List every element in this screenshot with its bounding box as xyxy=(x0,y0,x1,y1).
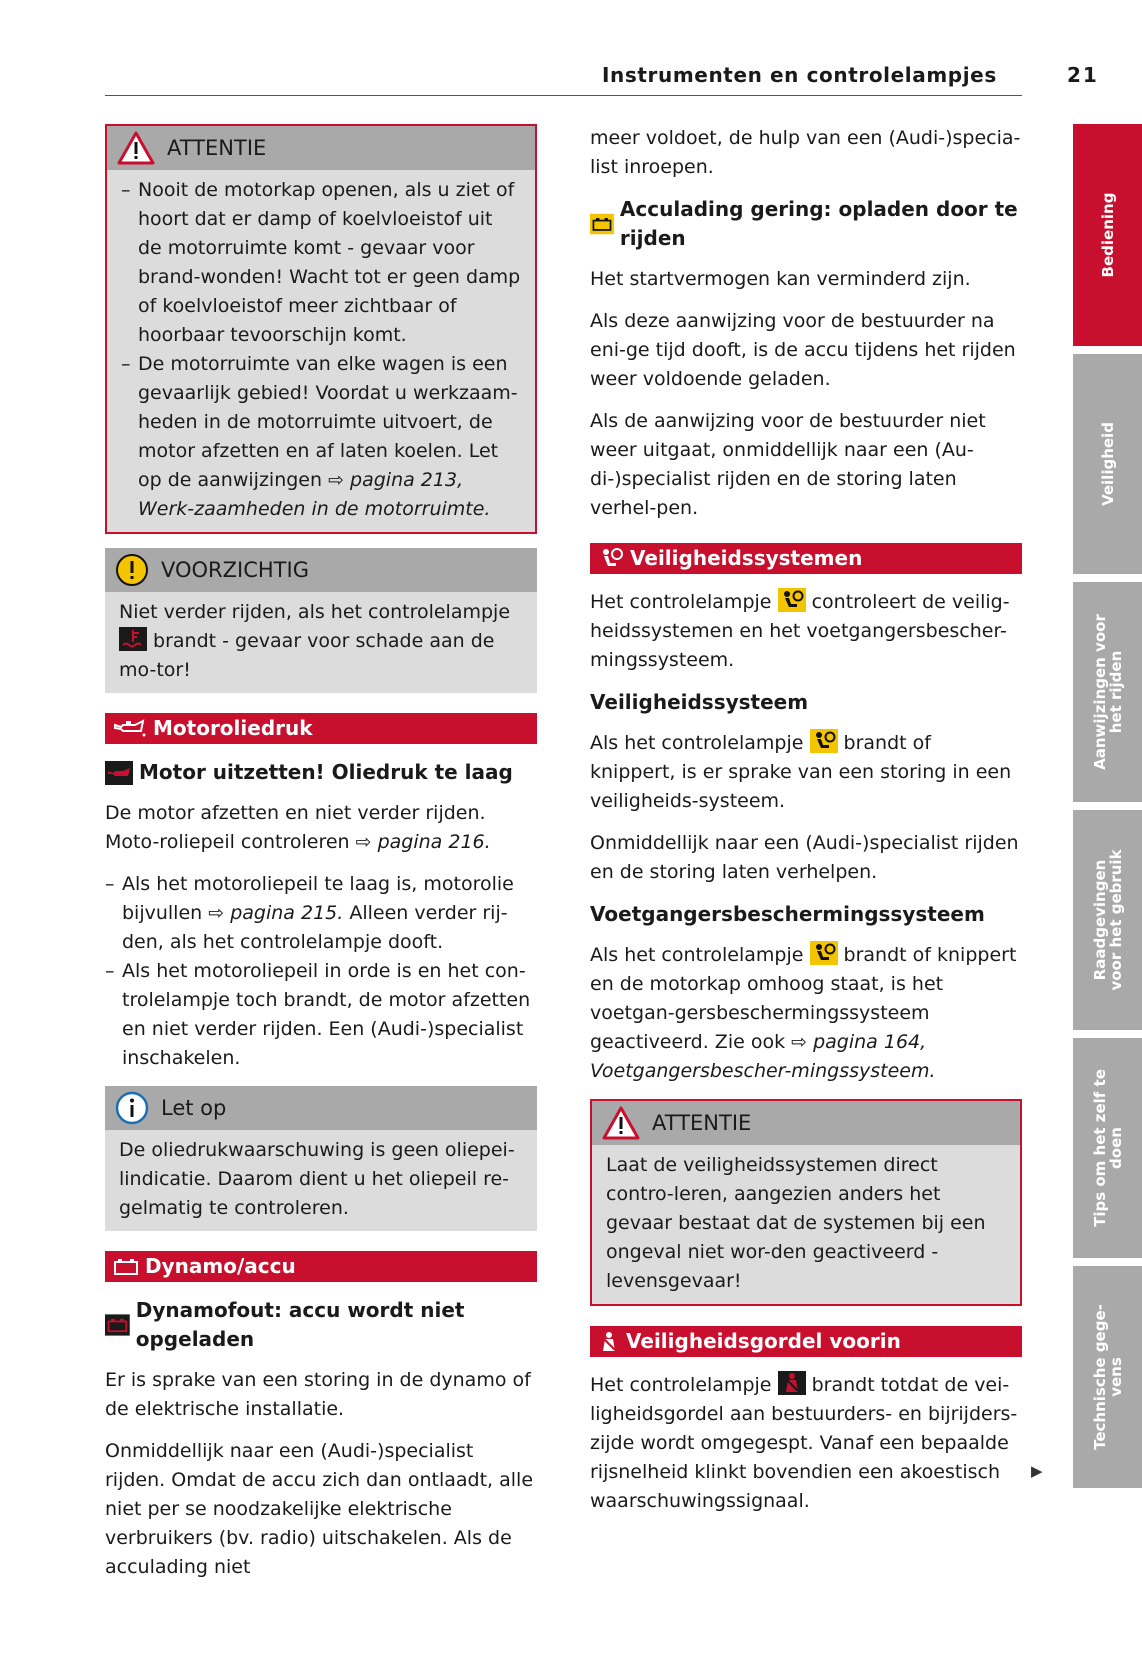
dynamo-paragraph-1: Er is sprake van een storing in de dynamo of de elektrische installatie. xyxy=(105,1369,531,1420)
page-reference-link[interactable]: ⇨ pagina 215. xyxy=(208,902,344,924)
section-banner-veiligheidssystemen: Veiligheidssystemen xyxy=(590,543,1022,574)
dynamo-paragraph-2: Onmiddellijk naar een (Audi-)specialist rijden. Omdat de accu zich dan ontlaadt, alle niet per se noodzakelijke elektrische verbruikers (bv. radio) uitschakelen. Als de acculading niet xyxy=(105,1440,534,1578)
oil-instruction-1: – Als het motoroliepeil te laag is, motorolie bijvullen ⇨ pagina 215. Alleen verder rij-den, als het controlelampje dooft. xyxy=(105,870,537,957)
warning-triangle-icon xyxy=(117,131,155,165)
oil-warning-heading: Motor uitzetten! Oliedruk te laag xyxy=(105,758,537,787)
page-reference-link[interactable]: ⇨ pagina 164, Voetgangersbescher-mingssysteem. xyxy=(590,1031,936,1082)
safety-paragraph-2: Als het controlelampje brandt of knippert, is er sprake van een storing in een veiligheids-systeem. xyxy=(590,729,1022,816)
warning-title: ATTENTIE xyxy=(652,1110,752,1135)
caution-text-b: brandt - gevaar voor schade aan de mo-tor! xyxy=(119,630,495,681)
section-banner-motoroliedruk: Motoroliedruk xyxy=(105,713,537,744)
note-box xyxy=(105,1086,537,1231)
airbag-lamp-icon xyxy=(778,588,806,612)
voetgangers-heading: Voetgangersbeschermingssysteem xyxy=(590,902,985,926)
note-text: De oliedrukwaarschuwing is geen oliepei-lindicatie. Daarom dient u het oliepeil re-gelmatig te controleren. xyxy=(119,1139,515,1219)
tab-technische-gegevens[interactable]: Technische gege- vens xyxy=(1073,1266,1142,1488)
section-banner-dynamo: Dynamo/accu xyxy=(105,1251,537,1282)
caution-text-a: Niet verder rijden, als het controlelampje xyxy=(119,601,511,623)
oil-instruction-2: – Als het motoroliepeil in orde is en het con-trolelampje toch brandt, de motor afzetten en niet verder rijden. Een (Audi-)specialist inschakelen. xyxy=(105,957,537,1073)
tab-aanwijzingen[interactable]: Aanwijzingen voor het rijden xyxy=(1073,582,1142,802)
right-column xyxy=(590,124,1022,1529)
airbag-lamp-icon xyxy=(810,941,838,965)
tab-veiligheid[interactable]: Veiligheid xyxy=(1073,354,1142,574)
oil-paragraph-1: De motor afzetten en niet verder rijden. Moto-roliepeil controleren ⇨ pagina 216. xyxy=(105,802,491,853)
note-title: Let op xyxy=(161,1095,227,1120)
tab-tips[interactable]: Tips om het zelf te doen xyxy=(1073,1038,1142,1258)
left-column xyxy=(105,124,537,1595)
continued-paragraph: meer voldoet, de hulp van een (Audi-)specia-list inroepen. xyxy=(590,127,1021,178)
safety-paragraph-1: Het controlelampje controleert de veilig-heidssystemen en het voetgangersbescher-mingssysteem. xyxy=(590,588,1022,675)
header-divider xyxy=(105,95,1022,96)
veiligheidssysteem-heading: Veiligheidssysteem xyxy=(590,690,809,714)
belt-paragraph: Het controlelampje brandt totdat de vei-ligheidsgordel aan bestuurders- en bijrijders-zijde wordt omgegespt. Vanaf een bepaalde rijsnelheid klinkt bovendien een akoestisch waarschuwingssignaal. xyxy=(590,1371,1022,1516)
acculading-heading: Acculading gering: opladen door te rijden xyxy=(590,195,1022,253)
warning-triangle-icon xyxy=(602,1106,640,1140)
warning-box xyxy=(590,1099,1022,1306)
acc-paragraph-2: Als deze aanwijzing voor de bestuurder na eni-ge tijd dooft, is de accu tijdens het rijden weer voldoende geladen. xyxy=(590,310,1016,390)
warning-title: ATTENTIE xyxy=(167,135,267,160)
page-number: 21 xyxy=(1067,63,1099,87)
warning-item-2: – De motorruimte van elke wagen is een gevaarlijk gebied! Voordat u werkzaam-heden in de motorruimte uitvoert, de motor afzetten en af laten koelen. Let op de aanwijzingen ⇨ pagina 213, Werk-zaamheden in de motorruimte. xyxy=(121,350,521,524)
warning-box xyxy=(105,124,537,534)
info-icon xyxy=(115,1091,149,1125)
caution-box-header xyxy=(105,548,537,592)
note-box-header xyxy=(105,1086,537,1130)
tab-raadgevingen[interactable]: Raadgevingen voor het gebruik xyxy=(1073,810,1142,1030)
airbag-icon xyxy=(598,548,624,570)
section-banner-veiligheidsgordel: Veiligheidsgordel voorin xyxy=(590,1326,1022,1357)
caution-exclamation-icon xyxy=(115,553,149,587)
caution-box xyxy=(105,548,537,693)
caution-title: VOORZICHTIG xyxy=(161,557,309,582)
battery-lamp-yellow-icon xyxy=(590,212,614,236)
continue-arrow-icon: ▶ xyxy=(1031,1462,1043,1480)
warning-text: Laat de veiligheidssystemen direct contro-leren, aangezien anders het gevaar bestaat dat de systemen bij een ongeval niet wor-den geactiveerd - levensgevaar! xyxy=(606,1154,986,1292)
battery-lamp-icon xyxy=(105,1313,130,1337)
oil-can-icon xyxy=(113,719,147,739)
acc-paragraph-3: Als de aanwijzing voor de bestuurder niet weer uitgaat, onmiddellijk naar een (Au-di-)specialist rijden en de storing laten verhel-pen. xyxy=(590,410,986,519)
page-reference-link[interactable]: ⇨ pagina 213, Werk-zaamheden in de motorruimte. xyxy=(138,469,491,520)
page-header-title: Instrumenten en controlelampjes xyxy=(602,63,997,87)
oil-lamp-icon xyxy=(105,761,133,785)
battery-icon xyxy=(113,1258,139,1276)
oil-instructions xyxy=(105,870,537,1073)
warning-box-header xyxy=(107,126,535,170)
airbag-lamp-icon xyxy=(810,729,838,753)
seatbelt-icon xyxy=(598,1331,620,1353)
page-reference-link[interactable]: ⇨ pagina 216. xyxy=(355,831,491,853)
safety-paragraph-3: Onmiddellijk naar een (Audi-)specialist rijden en de storing laten verhelpen. xyxy=(590,832,1019,883)
warning-box-header xyxy=(592,1101,1020,1145)
coolant-lamp-icon xyxy=(119,627,147,651)
warning-item-1: – Nooit de motorkap openen, als u ziet of hoort dat er damp of koelvloeistof uit de motorruimte komt - gevaar voor brand-wonden! Wacht tot er geen damp of koelvloeistof meer zichtbaar of hoorbaar tevoorschijn komt. xyxy=(121,176,521,350)
acc-paragraph-1: Het startvermogen kan verminderd zijn. xyxy=(590,268,971,290)
safety-paragraph-4: Als het controlelampje brandt of knippert en de motorkap omhoog staat, is het voetgan-gersbeschermingssysteem geactiveerd. Zie ook ⇨ pagina 164, Voetgangersbescher-mingssysteem. xyxy=(590,941,1022,1086)
tab-bediening[interactable]: Bediening xyxy=(1073,124,1142,346)
seatbelt-lamp-icon xyxy=(778,1371,806,1395)
dynamo-warning-heading: Dynamofout: accu wordt niet opgeladen xyxy=(105,1296,537,1354)
